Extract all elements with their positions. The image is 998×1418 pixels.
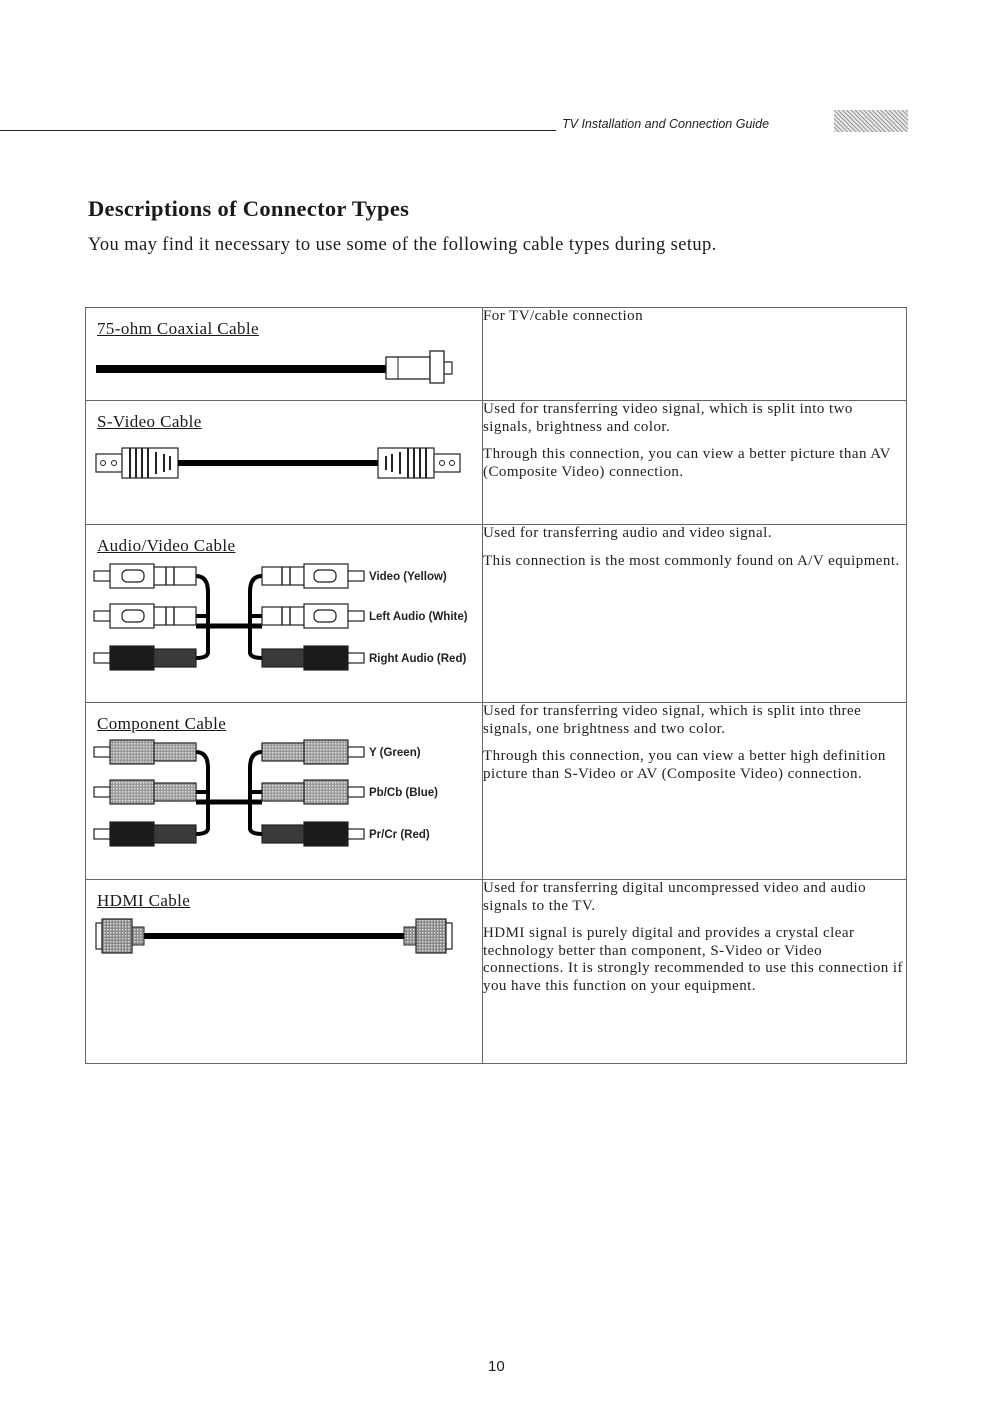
component-desc-p1: Used for transferring video signal, which is split into three signals, one brightness and two color.	[483, 703, 862, 737]
hdmi-cable-title: HDMI Cable	[97, 891, 191, 910]
hdmi-cell	[86, 880, 483, 1064]
header-decoration	[834, 110, 908, 132]
page-intro: You may find it necessary to use some of the following cable types during setup.	[88, 235, 717, 255]
coaxial-description	[483, 308, 907, 401]
av-left-audio-label: Left Audio (White)	[369, 611, 468, 623]
component-cable-illustration	[86, 734, 482, 874]
table-row-svideo	[86, 401, 907, 525]
svideo-desc-p1: Used for transferring video signal, which is split into two signals, brightness and color.	[483, 401, 853, 435]
av-desc-p1: Used for transferring audio and video signal.	[483, 525, 772, 541]
svideo-cell	[86, 401, 483, 525]
table-row-component	[86, 703, 907, 880]
coaxial-cell	[86, 308, 483, 401]
running-header: TV Installation and Connection Guide	[562, 117, 770, 131]
coaxial-cable-title: 75-ohm Coaxial Cable	[97, 319, 259, 338]
av-right-audio-label: Right Audio (Red)	[369, 653, 467, 665]
hdmi-desc-p1: Used for transferring digital uncompressed video and audio signals to the TV.	[483, 880, 867, 914]
component-cell	[86, 703, 483, 880]
header-rule	[0, 130, 556, 131]
hdmi-desc-p2: HDMI signal is purely digital and provides a crystal clear technology better than component, S-Video or Video connections. It is strongly recommended to use this connection if you have this function on your equipment.	[483, 925, 903, 994]
component-pb-label: Pb/Cb (Blue)	[369, 787, 438, 799]
page-title: Descriptions of Connector Types	[88, 196, 410, 221]
component-description	[483, 703, 907, 880]
coaxial-cable-illustration	[86, 339, 482, 395]
av-cell	[86, 525, 483, 703]
table-row-av	[86, 525, 907, 703]
av-cable-title: Audio/Video Cable	[97, 536, 236, 555]
component-pr-label: Pr/Cr (Red)	[369, 829, 430, 841]
svideo-desc-p2: Through this connection, you can view a better picture than AV (Composite Video) connection.	[483, 446, 891, 480]
connector-table	[85, 307, 907, 1064]
svideo-cable-illustration	[86, 432, 482, 492]
svideo-cable-title: S-Video Cable	[97, 412, 202, 431]
av-desc-p2: This connection is the most commonly found on A/V equipment.	[483, 552, 900, 569]
component-desc-p2: Through this connection, you can view a better high definition picture than S-Video or AV (Composite Video) connection.	[483, 748, 886, 782]
coaxial-desc-p1: For TV/cable connection	[483, 308, 644, 324]
av-cable-illustration	[86, 556, 482, 696]
page-number: 10	[488, 1358, 505, 1375]
component-y-label: Y (Green)	[369, 747, 421, 759]
hdmi-cable-illustration	[86, 911, 482, 961]
hdmi-description	[483, 880, 907, 1064]
svideo-description	[483, 401, 907, 525]
table-row-hdmi	[86, 880, 907, 1064]
av-description	[483, 525, 907, 703]
av-video-label: Video (Yellow)	[369, 571, 447, 583]
component-cable-title: Component Cable	[97, 714, 227, 733]
table-row-coaxial	[86, 308, 907, 401]
